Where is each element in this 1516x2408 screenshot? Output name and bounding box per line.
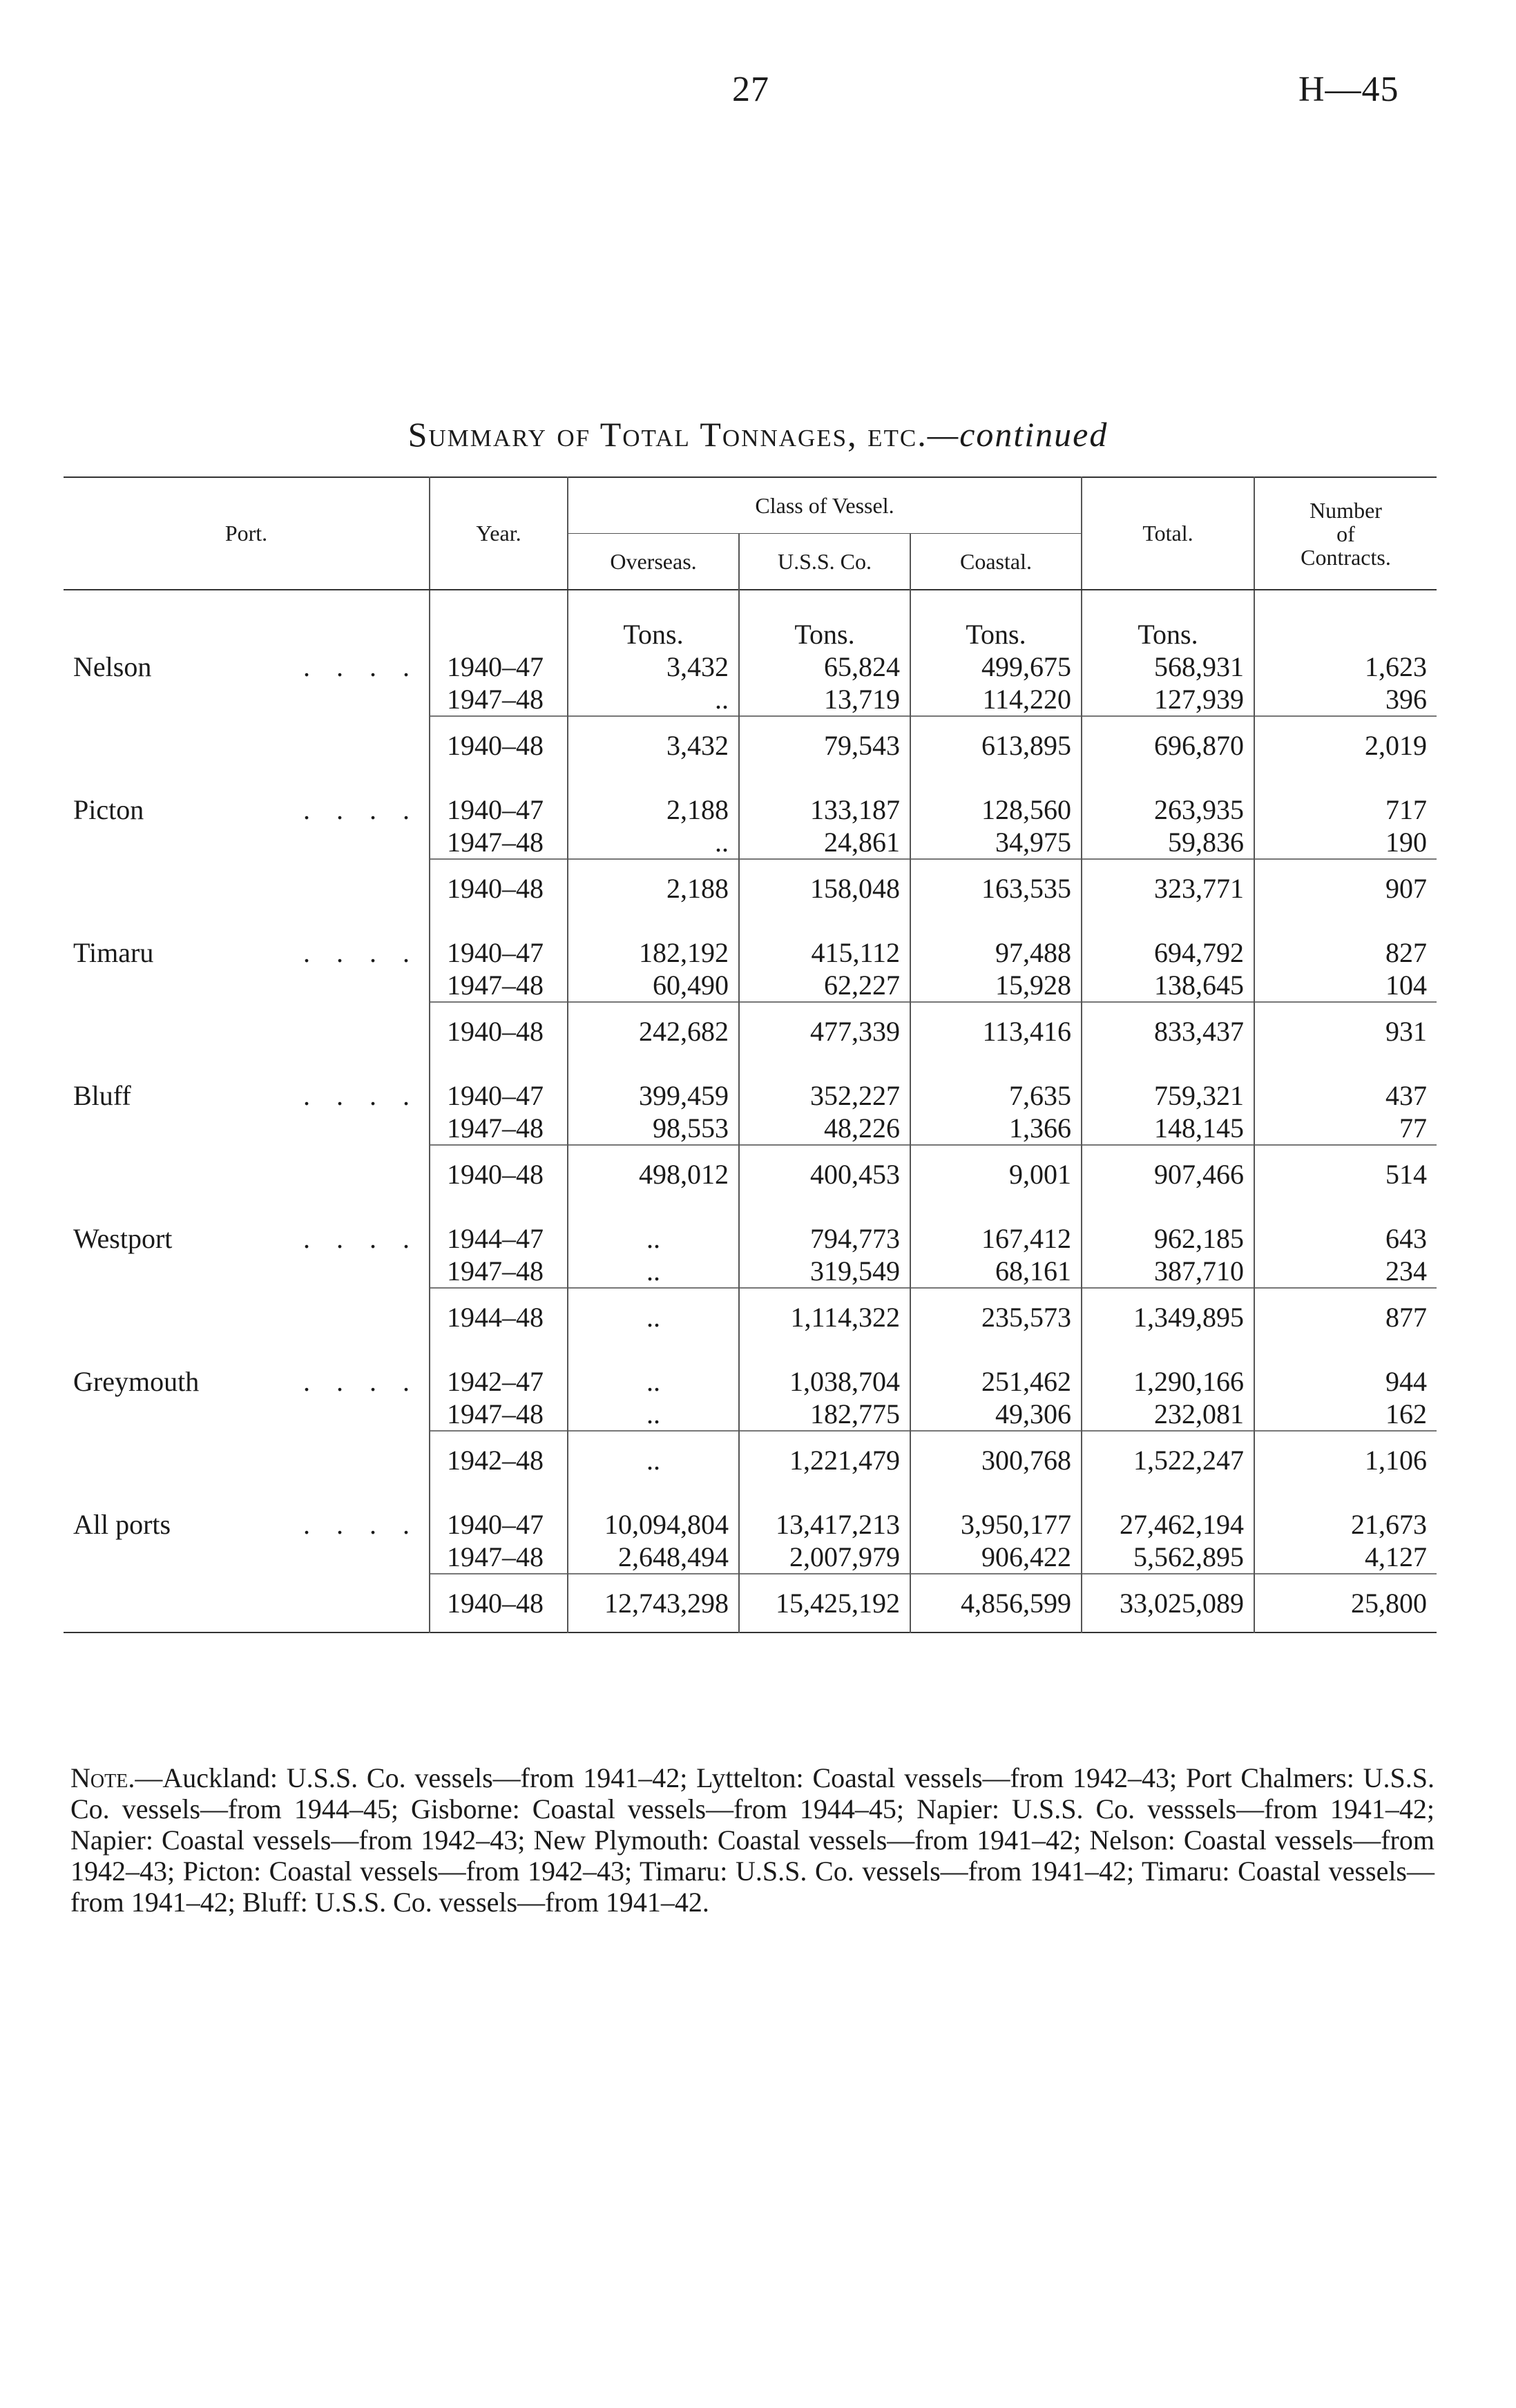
units-label: Tons. — [739, 590, 910, 651]
port-cell — [64, 1508, 430, 1541]
total-cell: 138,645 — [1082, 969, 1254, 1002]
year-cell: 1947–48 — [430, 1398, 568, 1431]
total-cell: 833,437 — [1082, 1002, 1254, 1060]
subtotal-row — [64, 1002, 1437, 1060]
total-cell: 232,081 — [1082, 1398, 1254, 1431]
note-label: Note. — [70, 1762, 135, 1793]
subtotal-row — [64, 859, 1437, 917]
header-contracts — [1254, 477, 1437, 590]
total-cell: 323,771 — [1082, 859, 1254, 917]
usss-cell: 13,417,213 — [739, 1508, 910, 1541]
overseas-cell: 60,490 — [568, 969, 739, 1002]
table-row — [64, 793, 1437, 826]
overseas-cell: 399,459 — [568, 1079, 739, 1112]
table-row — [64, 1255, 1437, 1288]
units-label: Tons. — [1082, 590, 1254, 651]
units-row — [64, 590, 1437, 651]
coastal-cell: 114,220 — [910, 683, 1082, 716]
overseas-cell: 12,743,298 — [568, 1574, 739, 1632]
total-cell: 907,466 — [1082, 1145, 1254, 1203]
contracts-cell: 827 — [1254, 936, 1437, 969]
leader-dots: . . . . — [303, 794, 419, 825]
port-cell — [64, 1365, 430, 1398]
usss-cell: 477,339 — [739, 1002, 910, 1060]
units-label: Tons. — [568, 590, 739, 651]
overseas-cell: 10,094,804 — [568, 1508, 739, 1541]
title-main: Summary of Total Tonnages, etc. — [407, 415, 928, 454]
year-cell: 1940–47 — [430, 1508, 568, 1541]
usss-cell: 352,227 — [739, 1079, 910, 1112]
contracts-cell: 21,673 — [1254, 1508, 1437, 1541]
total-cell: 1,522,247 — [1082, 1431, 1254, 1489]
table-row — [64, 826, 1437, 859]
table-row — [64, 1079, 1437, 1112]
overseas-cell: 498,012 — [568, 1145, 739, 1203]
contracts-cell: 514 — [1254, 1145, 1437, 1203]
port-cell — [64, 793, 430, 826]
usss-cell: 24,861 — [739, 826, 910, 859]
year-cell: 1942–47 — [430, 1365, 568, 1398]
tonnage-summary-table — [64, 476, 1437, 1633]
note-text: —Auckland: U.S.S. Co. vessels—from 1941–42; Lyttelton: Coastal vessels—from 1942–43; Port Chalmers: U.S.S. Co. vessels—from 1944–45; Gisborne: Coastal vessels—from 1944–45; Napier: U.S.S. Co. vesssels—from 1941–42; Napier: Coastal vessels—from 1942–43; New Plymouth: Coastal vessels—from 1941–42; Nelson: Coastal vessels—from 1942–43; Picton: Coastal vessels—from 1942–43; Timaru: U.S.S. Co. vessels—from 1941–42; Timaru: Coastal vessels—from 1941–42; Bluff: U.S.S. Co. vessels—from 1941–42. — [70, 1762, 1435, 1918]
table-row — [64, 1508, 1437, 1541]
overseas-cell: 2,648,494 — [568, 1541, 739, 1574]
coastal-cell: 9,001 — [910, 1145, 1082, 1203]
contracts-cell: 104 — [1254, 969, 1437, 1002]
contracts-cell: 77 — [1254, 1112, 1437, 1145]
total-cell: 148,145 — [1082, 1112, 1254, 1145]
usss-cell: 1,221,479 — [739, 1431, 910, 1489]
coastal-cell: 163,535 — [910, 859, 1082, 917]
port-name: Greymouth — [73, 1366, 200, 1397]
table-row — [64, 1398, 1437, 1431]
year-cell: 1940–48 — [430, 1574, 568, 1632]
coastal-cell: 3,950,177 — [910, 1508, 1082, 1541]
year-cell: 1947–48 — [430, 1112, 568, 1145]
contracts-cell: 643 — [1254, 1222, 1437, 1255]
overseas-cell: .. — [568, 1255, 739, 1288]
usss-cell: 1,114,322 — [739, 1288, 910, 1346]
year-cell: 1940–48 — [430, 1145, 568, 1203]
coastal-cell: 235,573 — [910, 1288, 1082, 1346]
contracts-cell: 2,019 — [1254, 716, 1437, 774]
usss-cell: 400,453 — [739, 1145, 910, 1203]
usss-cell: 79,543 — [739, 716, 910, 774]
usss-cell: 415,112 — [739, 936, 910, 969]
coastal-cell: 1,366 — [910, 1112, 1082, 1145]
year-cell: 1947–48 — [430, 1255, 568, 1288]
leader-dots: . . . . — [303, 937, 419, 968]
overseas-cell: .. — [568, 683, 739, 716]
coastal-cell: 300,768 — [910, 1431, 1082, 1489]
table-row — [64, 936, 1437, 969]
table-row — [64, 651, 1437, 683]
header-total: Total. — [1082, 477, 1254, 590]
header-contracts-line1: Number — [1309, 497, 1382, 523]
contracts-cell: 4,127 — [1254, 1541, 1437, 1574]
usss-cell: 65,824 — [739, 651, 910, 683]
year-cell: 1944–47 — [430, 1222, 568, 1255]
units-label: Tons. — [910, 590, 1082, 651]
port-name: All ports — [73, 1509, 171, 1540]
port-name: Nelson — [73, 651, 152, 682]
year-cell: 1940–47 — [430, 1079, 568, 1112]
contracts-cell: 234 — [1254, 1255, 1437, 1288]
coastal-cell: 68,161 — [910, 1255, 1082, 1288]
usss-cell: 15,425,192 — [739, 1574, 910, 1632]
overseas-cell: .. — [568, 1222, 739, 1255]
year-cell: 1947–48 — [430, 826, 568, 859]
leader-dots: . . . . — [303, 1509, 419, 1540]
subtotal-row — [64, 1145, 1437, 1203]
overseas-cell: .. — [568, 1398, 739, 1431]
total-cell: 694,792 — [1082, 936, 1254, 969]
total-cell: 568,931 — [1082, 651, 1254, 683]
overseas-cell: 2,188 — [568, 793, 739, 826]
table-title — [0, 414, 1516, 454]
overseas-cell: 98,553 — [568, 1112, 739, 1145]
year-cell: 1947–48 — [430, 683, 568, 716]
port-name: Bluff — [73, 1080, 131, 1111]
table-row — [64, 1222, 1437, 1255]
usss-cell: 158,048 — [739, 859, 910, 917]
total-cell: 1,349,895 — [1082, 1288, 1254, 1346]
total-cell: 387,710 — [1082, 1255, 1254, 1288]
coastal-cell: 167,412 — [910, 1222, 1082, 1255]
total-cell: 962,185 — [1082, 1222, 1254, 1255]
subtotal-row — [64, 716, 1437, 774]
port-cell — [64, 936, 430, 969]
year-cell: 1940–48 — [430, 716, 568, 774]
overseas-cell: 3,432 — [568, 651, 739, 683]
contracts-cell: 1,106 — [1254, 1431, 1437, 1489]
overseas-cell: 2,188 — [568, 859, 739, 917]
coastal-cell: 97,488 — [910, 936, 1082, 969]
contracts-cell: 396 — [1254, 683, 1437, 716]
contracts-cell: 437 — [1254, 1079, 1437, 1112]
overseas-cell: .. — [568, 826, 739, 859]
contracts-cell: 190 — [1254, 826, 1437, 859]
usss-cell: 62,227 — [739, 969, 910, 1002]
header-port: Port. — [64, 477, 430, 590]
table-row — [64, 1541, 1437, 1574]
year-cell: 1947–48 — [430, 969, 568, 1002]
port-cell — [64, 1079, 430, 1112]
header-usss: U.S.S. Co. — [739, 534, 910, 590]
subtotal-row — [64, 1288, 1437, 1346]
title-continued: —continued — [927, 415, 1109, 454]
usss-cell: 2,007,979 — [739, 1541, 910, 1574]
port-name: Picton — [73, 794, 144, 825]
overseas-cell: .. — [568, 1288, 739, 1346]
coastal-cell: 128,560 — [910, 793, 1082, 826]
coastal-cell: 34,975 — [910, 826, 1082, 859]
contracts-cell: 877 — [1254, 1288, 1437, 1346]
overseas-cell: .. — [568, 1365, 739, 1398]
table-body — [64, 590, 1437, 1632]
usss-cell: 794,773 — [739, 1222, 910, 1255]
overseas-cell: 3,432 — [568, 716, 739, 774]
table-row — [64, 1365, 1437, 1398]
year-cell: 1947–48 — [430, 1541, 568, 1574]
header-contracts-line3: Contracts. — [1301, 544, 1391, 570]
leader-dots: . . . . — [303, 1223, 419, 1254]
usss-cell: 319,549 — [739, 1255, 910, 1288]
year-cell: 1940–47 — [430, 793, 568, 826]
subtotal-row — [64, 1431, 1437, 1489]
header-overseas: Overseas. — [568, 534, 739, 590]
port-name: Westport — [73, 1223, 173, 1254]
port-name: Timaru — [73, 937, 154, 968]
contracts-cell: 931 — [1254, 1002, 1437, 1060]
grand-total-row — [64, 1574, 1437, 1632]
contracts-cell: 25,800 — [1254, 1574, 1437, 1632]
usss-cell: 182,775 — [739, 1398, 910, 1431]
table-header — [64, 477, 1437, 590]
contracts-cell: 162 — [1254, 1398, 1437, 1431]
contracts-cell: 1,623 — [1254, 651, 1437, 683]
coastal-cell: 906,422 — [910, 1541, 1082, 1574]
contracts-cell: 907 — [1254, 859, 1437, 917]
port-cell — [64, 1222, 430, 1255]
total-cell: 696,870 — [1082, 716, 1254, 774]
usss-cell: 48,226 — [739, 1112, 910, 1145]
year-cell: 1944–48 — [430, 1288, 568, 1346]
year-cell: 1940–47 — [430, 936, 568, 969]
leader-dots: . . . . — [303, 1366, 419, 1397]
usss-cell: 13,719 — [739, 683, 910, 716]
total-cell: 5,562,895 — [1082, 1541, 1254, 1574]
total-cell: 33,025,089 — [1082, 1574, 1254, 1632]
header-year: Year. — [430, 477, 568, 590]
total-cell: 59,836 — [1082, 826, 1254, 859]
leader-dots: . . . . — [303, 651, 419, 682]
header-contracts-line2: of — [1336, 521, 1355, 546]
leader-dots: . . . . — [303, 1080, 419, 1111]
total-cell: 1,290,166 — [1082, 1365, 1254, 1398]
year-cell: 1940–48 — [430, 1002, 568, 1060]
coastal-cell: 7,635 — [910, 1079, 1082, 1112]
contracts-cell: 717 — [1254, 793, 1437, 826]
footnote — [70, 1762, 1435, 1918]
overseas-cell: 242,682 — [568, 1002, 739, 1060]
table-row — [64, 969, 1437, 1002]
coastal-cell: 4,856,599 — [910, 1574, 1082, 1632]
usss-cell: 133,187 — [739, 793, 910, 826]
overseas-cell: .. — [568, 1431, 739, 1489]
table-row — [64, 683, 1437, 716]
coastal-cell: 49,306 — [910, 1398, 1082, 1431]
contracts-cell: 944 — [1254, 1365, 1437, 1398]
year-cell: 1942–48 — [430, 1431, 568, 1489]
header-class-of-vessel: Class of Vessel. — [568, 477, 1082, 534]
header-coastal: Coastal. — [910, 534, 1082, 590]
year-cell: 1940–48 — [430, 859, 568, 917]
page-number: 27 — [732, 70, 769, 109]
document-reference: H—45 — [1298, 70, 1399, 109]
year-cell: 1940–47 — [430, 651, 568, 683]
total-cell: 127,939 — [1082, 683, 1254, 716]
port-cell — [64, 651, 430, 683]
coastal-cell: 499,675 — [910, 651, 1082, 683]
total-cell: 759,321 — [1082, 1079, 1254, 1112]
coastal-cell: 15,928 — [910, 969, 1082, 1002]
coastal-cell: 113,416 — [910, 1002, 1082, 1060]
overseas-cell: 182,192 — [568, 936, 739, 969]
total-cell: 27,462,194 — [1082, 1508, 1254, 1541]
table-row — [64, 1112, 1437, 1145]
coastal-cell: 251,462 — [910, 1365, 1082, 1398]
usss-cell: 1,038,704 — [739, 1365, 910, 1398]
coastal-cell: 613,895 — [910, 716, 1082, 774]
total-cell: 263,935 — [1082, 793, 1254, 826]
